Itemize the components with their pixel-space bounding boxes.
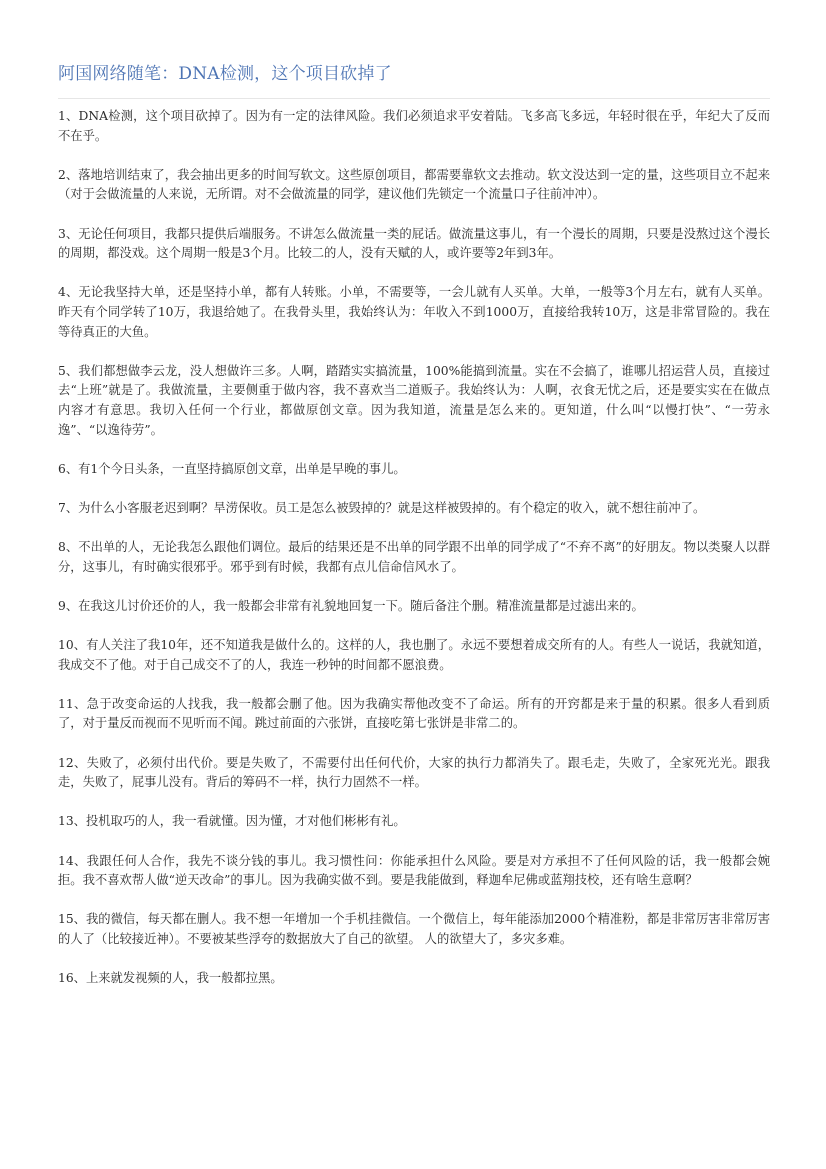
paragraph-4: 4、无论我坚持大单，还是坚持小单，都有人转账。小单，不需要等，一会儿就有人买单。大单，一般等3个月左右，就有人买单。昨天有个同学转了10万，我退给她了。在我骨头里，我始终认为：年收入不到1000万，直接给我转10万，这是非常冒险的。我在等待真正的大鱼。 — [58, 285, 770, 339]
paragraph-10: 10、有人关注了我10年，还不知道我是做什么的。这样的人，我也删了。永远不要想着成交所有的人。有些人一说话，我就知道，我成交不了他。对于自己成交不了的人，我连一秒钟的时间都不愿浪费。 — [58, 638, 770, 672]
article-body — [58, 107, 770, 989]
paragraph-14: 14、我跟任何人合作，我先不谈分钱的事儿。我习惯性问：你能承担什么风险。要是对方承担不了任何风险的话，我一般都会婉拒。我不喜欢帮人做“逆天改命”的事儿。因为我确实做不到。要是我能做到，释迦牟尼佛或蓝翔技校，还有啥生意啊？ — [58, 853, 770, 888]
paragraph-8: 8、不出单的人，无论我怎么跟他们调位。最后的结果还是不出单的同学跟不出单的同学成了“不弃不离”的好朋友。物以类聚人以群分，这事儿，有时确实很邪乎。邪乎到有时候，我都有点儿信命信风水了。 — [58, 540, 770, 574]
paragraph-6: 6、有1个今日头条，一直坚持搞原创文章，出单是早晚的事儿。 — [58, 461, 406, 476]
paragraph-5: 5、我们都想做李云龙，没人想做许三多。人啊，踏踏实实搞流量，100%能搞到流量。实在不会搞了，谁哪儿招运营人员，直接过去“上班”就是了。我做流量，主要侧重于做内容，我不喜欢当二道贩子。我始终认为：人啊，衣食无忧之后，还是要实实在在做点内容才有意思。我切入任何一个行业，都做原创文章。因为我知道，流量是怎么来的。更知道，什么叫“以慢打快”、“一劳永逸”、“以逸待劳”。 — [58, 363, 770, 437]
paragraph-16: 16、上来就发视频的人，我一般都拉黑。 — [58, 971, 283, 986]
title-divider — [58, 98, 770, 99]
paragraph-12: 12、失败了，必须付出代价。要是失败了，不需要付出任何代价，大家的执行力都消失了。跟毛走，失败了，全家死光光。跟我走，失败了，屁事儿没有。背后的筹码不一样，执行力固然不一样。 — [58, 755, 770, 790]
paragraph-11: 11、急于改变命运的人找我，我一般都会删了他。因为我确实帮他改变不了命运。所有的开窍都是来于量的积累。很多人看到质了，对于量反而视而不见听而不闻。跳过前面的六张饼，直接吃第七张饼是非常二的。 — [58, 696, 770, 731]
paragraph-1: 1、DNA检测，这个项目砍掉了。因为有一定的法律风险。我们必须追求平安着陆。飞多高飞多远，年轻时很在乎，年纪大了反而不在乎。 — [58, 109, 770, 143]
paragraph-9: 9、在我这儿讨价还价的人，我一般都会非常有礼貌地回复一下。随后备注个删。精准流量都是过滤出来的。 — [58, 598, 644, 613]
paragraph-13: 13、投机取巧的人，我一看就懂。因为懂，才对他们彬彬有礼。 — [58, 814, 406, 829]
page-title: 阿国网络随笔：DNA检测，这个项目砍掉了 — [58, 64, 392, 84]
document-page — [58, 60, 770, 1008]
paragraph-15: 15、我的微信，每天都在删人。我不想一年增加一个手机挂微信。一个微信上，每年能添加2000个精准粉，都是非常厉害非常厉害的人了（比较接近神）。不要被某些浮夸的数据放大了自己的欲望。 人的欲望大了，多灾多难。 — [58, 912, 770, 946]
paragraph-2: 2、落地培训结束了，我会抽出更多的时间写软文。这些原创项目，都需要靠软文去推动。软文没达到一定的量，这些项目立不起来（对于会做流量的人来说，无所谓。对不会做流量的同学，建议他们先锁定一个流量口子往前冲冲）。 — [58, 167, 770, 202]
paragraph-3: 3、无论任何项目，我都只提供后端服务。不讲怎么做流量一类的屁话。做流量这事儿，有一个漫长的周期，只要是没熬过这个漫长的周期，都没戏。这个周期一般是3个月。比较二的人，没有天赋的人，或许要等2年到3年。 — [58, 226, 770, 261]
paragraph-7: 7、为什么小客服老迟到啊？旱涝保收。员工是怎么被毁掉的？就是这样被毁掉的。有个稳定的收入，就不想往前冲了。 — [58, 500, 706, 515]
